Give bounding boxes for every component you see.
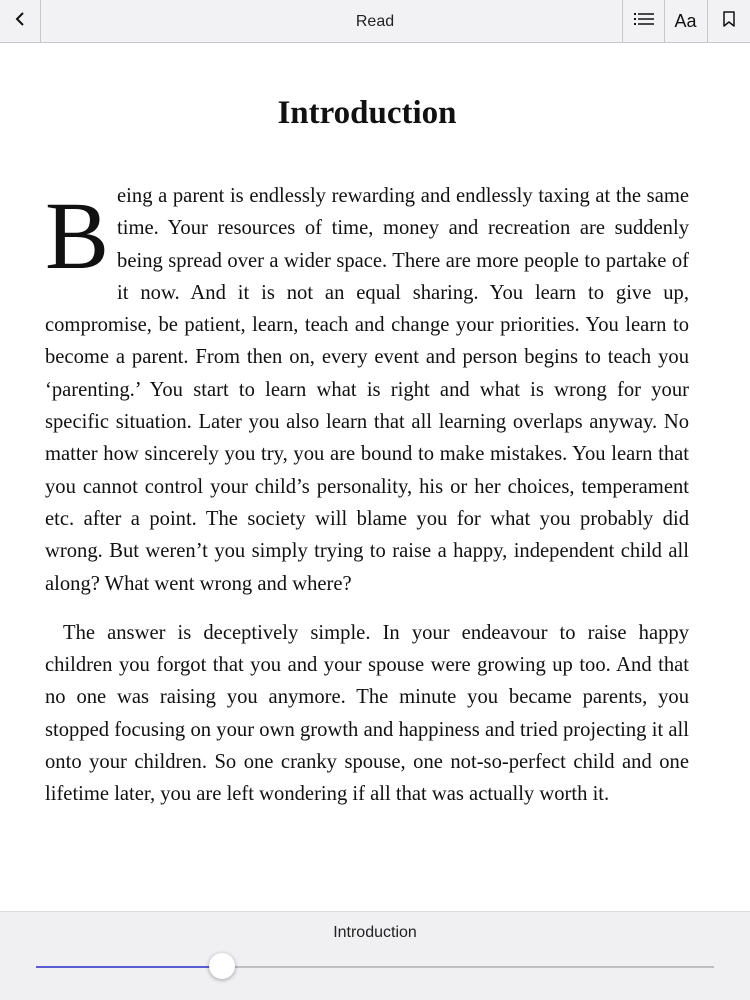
current-section-label: Introduction — [333, 924, 417, 941]
slider-fill — [36, 966, 222, 968]
paragraph-2: The answer is deceptively simple. In your endeavour to raise happy children you forgot that you and your spouse were growing up too. And that no one was raising you anymore. The minute you became parents, you stopped focusing on your own growth and happiness and tried projecting it all onto your children. So one cranky spouse, one not-so-perfect child and one lifetime later, you are left wondering if all that was actually worth it. — [45, 621, 689, 806]
chapter-title: Introduction — [277, 95, 457, 131]
paragraph-1 — [45, 180, 689, 600]
table-of-contents-button[interactable] — [622, 0, 664, 42]
bookmark-button[interactable] — [707, 0, 750, 42]
paragraph-1-text: eing a parent is endlessly rewarding and endlessly taxing at the same time. Your resources of time, money and recreation are suddenly being spread over a wider space. There are more people to partake of it now. And it is not an equal sharing. You learn to give up, compromise, be patient, learn, teach and change your priorities. You learn to become a parent. From then on, every event and person begins to teach you ‘parenting.’ You start to learn what is right and what is wrong for your specific situation. Later you also learn that all learning overlaps anyway. No matter how sincerely you try, you are bound to make mistakes. You learn that you cannot control your child’s personality, his or her choices, temperament etc. after a point. The society will blame you for what you probably did wrong. But weren’t you simply trying to raise a happy, independent child all along? What went wrong and where? — [45, 185, 689, 595]
bookmark-icon — [723, 11, 735, 32]
font-settings-button[interactable] — [664, 0, 706, 42]
list-icon — [634, 12, 654, 31]
top-toolbar — [0, 0, 750, 43]
page-title: Read — [355, 13, 395, 30]
chevron-left-icon — [14, 11, 26, 32]
bottom-navigation-bar — [0, 911, 750, 1000]
slider-thumb[interactable] — [209, 953, 235, 979]
progress-slider[interactable] — [36, 957, 714, 977]
font-settings-label: Aa — [674, 10, 697, 31]
reading-content — [45, 90, 689, 811]
drop-cap: B — [45, 182, 110, 289]
back-button[interactable] — [0, 0, 41, 42]
